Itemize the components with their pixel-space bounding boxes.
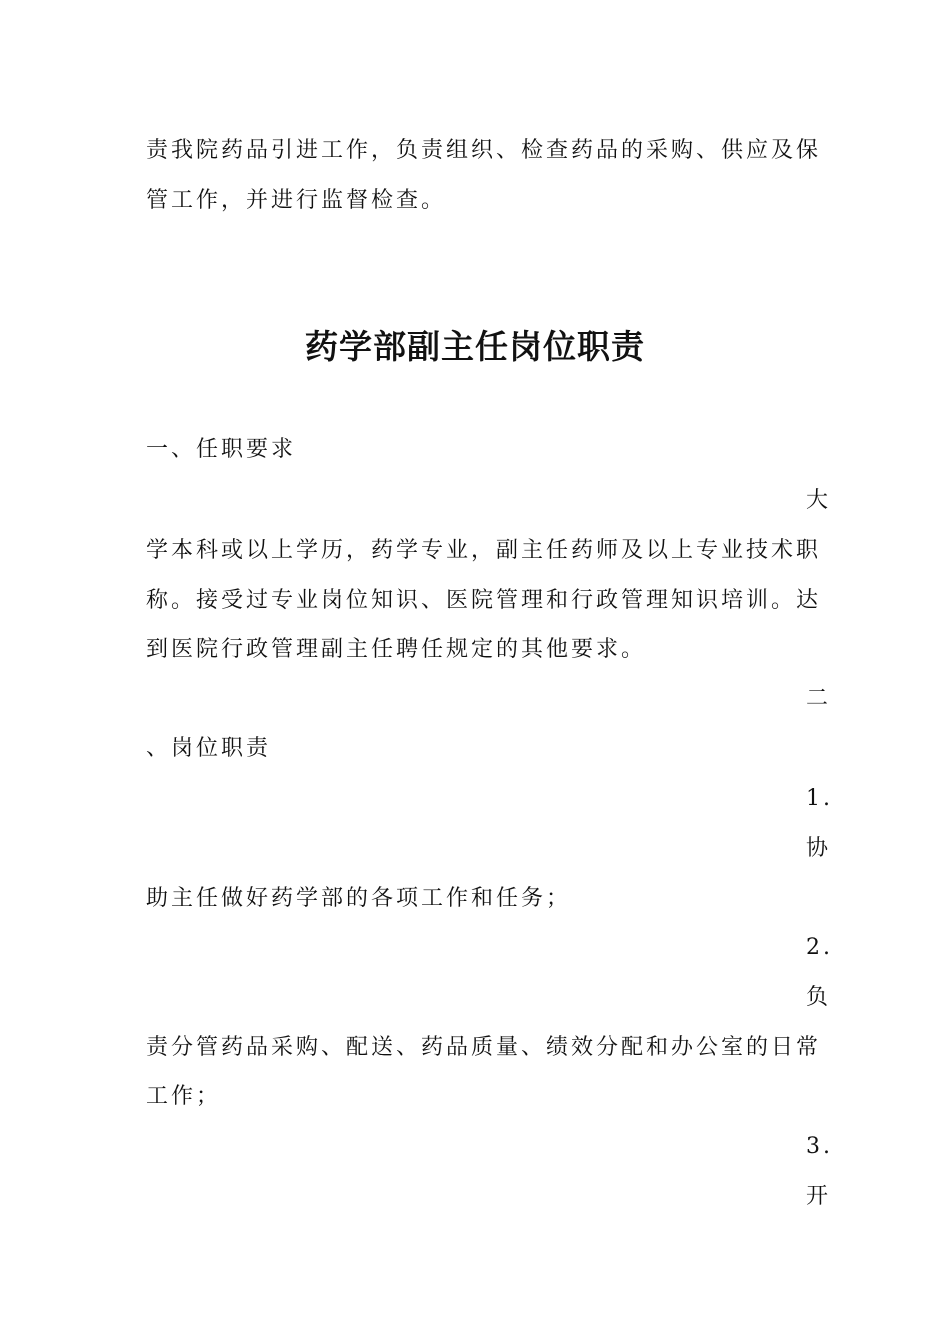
intro-line-2: 管工作，并进行监督检查。 bbox=[146, 188, 447, 213]
item3-number: 3. bbox=[806, 1134, 833, 1159]
section1-right-char: 大 bbox=[806, 488, 832, 513]
page-title: 药学部副主任岗位职责 bbox=[305, 327, 645, 366]
item1-number: 1. bbox=[806, 786, 833, 811]
item2-number: 2. bbox=[806, 935, 833, 960]
section1-heading: 一、任职要求 bbox=[146, 437, 297, 462]
section1-line-3: 到医院行政管理副主任聘任规定的其他要求。 bbox=[146, 637, 647, 662]
item2-line-1: 责分管药品采购、配送、药品质量、绩效分配和办公室的日常 bbox=[146, 1035, 822, 1060]
section2-right-char: 二 bbox=[806, 686, 832, 711]
intro-line-1: 责我院药品引进工作，负责组织、检查药品的采购、供应及保 bbox=[146, 138, 822, 163]
section1-line-1: 学本科或以上学历，药学专业，副主任药师及以上专业技术职 bbox=[146, 538, 822, 563]
item1-first-char: 协 bbox=[806, 836, 832, 861]
item1-text: 助主任做好药学部的各项工作和任务； bbox=[146, 886, 572, 911]
section1-line-2: 称。接受过专业岗位知识、医院管理和行政管理知识培训。达 bbox=[146, 588, 822, 613]
item3-first-char: 开 bbox=[806, 1184, 832, 1209]
item2-first-char: 负 bbox=[806, 985, 832, 1010]
item2-line-2: 工作； bbox=[146, 1084, 222, 1109]
section2-heading: 、岗位职责 bbox=[146, 736, 272, 761]
